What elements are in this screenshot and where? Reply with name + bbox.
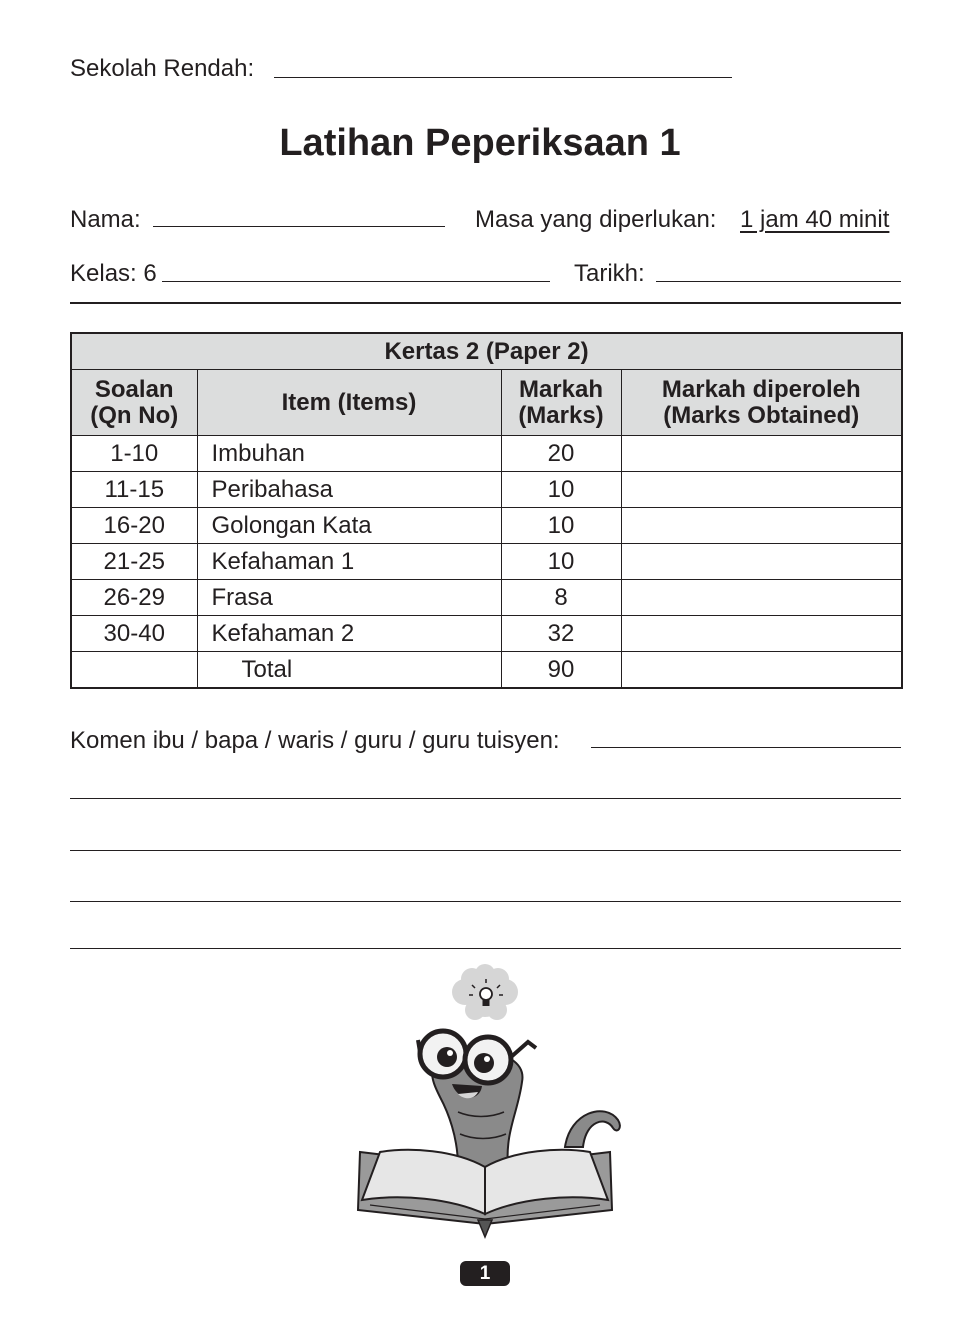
page-title: Latihan Peperiksaan 1 bbox=[279, 122, 681, 164]
row-qn: 16-20 bbox=[71, 508, 197, 544]
table-row bbox=[71, 508, 902, 544]
row-qn: 21-25 bbox=[71, 544, 197, 580]
total-qn-empty bbox=[71, 652, 197, 689]
table-row bbox=[71, 580, 902, 616]
col-header-marks bbox=[501, 370, 621, 436]
col-header-obtained-line1: Markah diperoleh bbox=[661, 375, 861, 403]
comments-label: Komen ibu / bapa / waris / guru / guru tuisyen: bbox=[70, 727, 560, 754]
row-marks: 8 bbox=[501, 580, 621, 616]
row-item: Peribahasa bbox=[197, 472, 501, 508]
row-item: Kefahaman 1 bbox=[197, 544, 501, 580]
row-marks: 10 bbox=[501, 472, 621, 508]
col-header-obtained bbox=[621, 370, 902, 436]
page-number: 1 bbox=[460, 1261, 510, 1286]
col-header-qn-line2: (Qn No) bbox=[90, 401, 179, 429]
date-label: Tarikh: bbox=[574, 260, 645, 287]
col-header-item: Item (Items) bbox=[197, 370, 501, 436]
table-row bbox=[71, 436, 902, 472]
school-name-field[interactable] bbox=[274, 77, 732, 78]
comment-line[interactable] bbox=[70, 850, 901, 851]
class-field[interactable] bbox=[162, 281, 550, 282]
total-label: Total bbox=[197, 652, 501, 689]
row-obtained[interactable] bbox=[621, 616, 902, 652]
row-item: Imbuhan bbox=[197, 436, 501, 472]
comment-line[interactable] bbox=[70, 798, 901, 799]
table-row bbox=[71, 472, 902, 508]
row-qn: 1-10 bbox=[71, 436, 197, 472]
header-divider bbox=[70, 302, 901, 304]
col-header-qn bbox=[71, 370, 197, 436]
total-row bbox=[71, 652, 902, 689]
row-obtained[interactable] bbox=[621, 436, 902, 472]
marks-table bbox=[70, 332, 903, 689]
comment-line[interactable] bbox=[70, 948, 901, 949]
name-label: Nama: bbox=[70, 206, 141, 233]
school-label: Sekolah Rendah: bbox=[70, 55, 255, 82]
bookworm-reading-icon bbox=[340, 962, 630, 1252]
row-item: Golongan Kata bbox=[197, 508, 501, 544]
comment-line[interactable] bbox=[70, 901, 901, 902]
table-row bbox=[71, 544, 902, 580]
col-header-obtained-line2: (Marks Obtained) bbox=[663, 401, 860, 429]
row-marks: 32 bbox=[501, 616, 621, 652]
table-caption: Kertas 2 (Paper 2) bbox=[71, 333, 902, 370]
row-obtained[interactable] bbox=[621, 580, 902, 616]
row-marks: 10 bbox=[501, 544, 621, 580]
total-marks: 90 bbox=[501, 652, 621, 689]
row-marks: 20 bbox=[501, 436, 621, 472]
date-field[interactable] bbox=[656, 281, 901, 282]
row-obtained[interactable] bbox=[621, 508, 902, 544]
comment-line-first[interactable] bbox=[591, 747, 901, 748]
col-header-marks-line1: Markah bbox=[518, 375, 604, 403]
row-obtained[interactable] bbox=[621, 544, 902, 580]
lightbulb-cloud-icon bbox=[452, 964, 518, 1020]
col-header-marks-line2: (Marks) bbox=[518, 401, 604, 429]
total-obtained[interactable] bbox=[621, 652, 902, 689]
col-header-qn-line1: Soalan bbox=[94, 375, 174, 403]
time-label: Masa yang diperlukan: bbox=[475, 206, 717, 233]
row-obtained[interactable] bbox=[621, 472, 902, 508]
row-item: Frasa bbox=[197, 580, 501, 616]
row-item: Kefahaman 2 bbox=[197, 616, 501, 652]
row-qn: 26-29 bbox=[71, 580, 197, 616]
class-label: Kelas: 6 bbox=[70, 260, 157, 287]
row-marks: 10 bbox=[501, 508, 621, 544]
time-value: 1 jam 40 minit bbox=[740, 206, 890, 233]
name-field[interactable] bbox=[153, 226, 445, 227]
table-row bbox=[71, 616, 902, 652]
row-qn: 11-15 bbox=[71, 472, 197, 508]
row-qn: 30-40 bbox=[71, 616, 197, 652]
